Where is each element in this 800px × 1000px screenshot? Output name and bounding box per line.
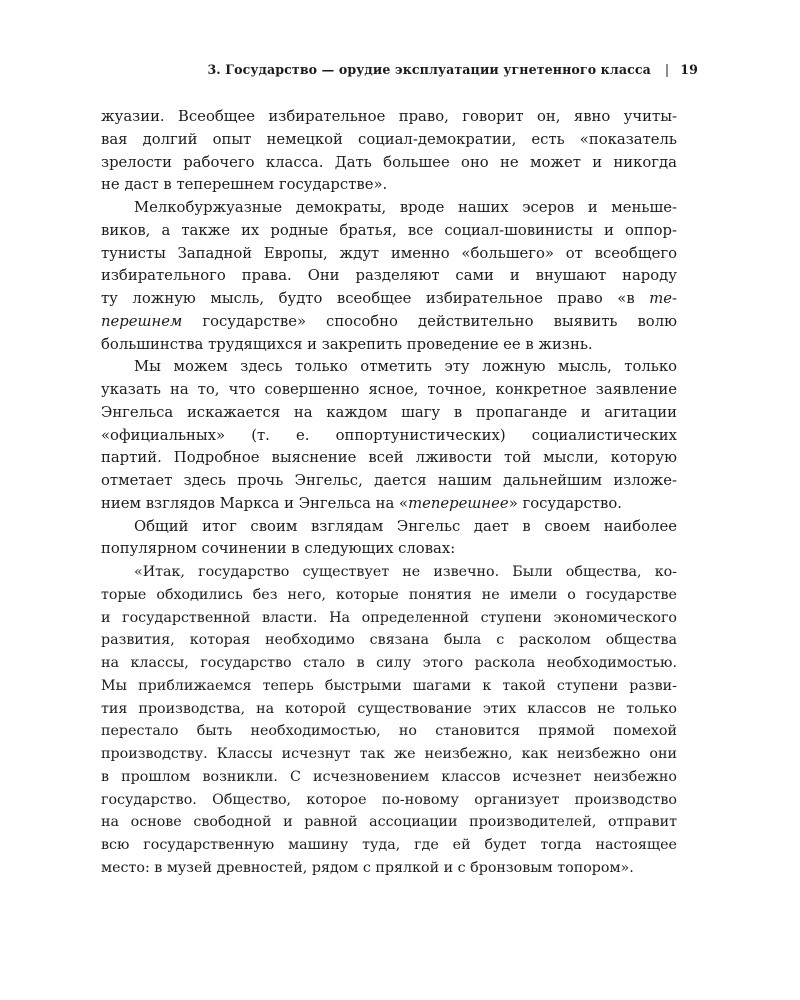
text-line: производству. Классы исчезнут так же неизбежно, как неизбежно они: [101, 746, 677, 762]
text-run: ту ложную мысль, будто всеобщее избирательное право «в: [101, 290, 650, 307]
paragraph-1: [101, 106, 677, 197]
chapter-title: 3. Государство — орудие эксплуатации угнетенного класса: [207, 62, 651, 77]
text-line: и государственной власти. На определенной ступени экономического: [101, 609, 677, 626]
text-line: избирательного права. Они разделяют сами и внушают народу: [101, 267, 677, 285]
text-run: государстве» способно действительно выявить волю: [182, 312, 677, 330]
text-line: большинства трудящихся и закрепить проведение ее в жизнь.: [101, 335, 593, 353]
text-line: государство. Общество, которое по-новому организует производство: [101, 791, 677, 808]
text-line: перестало быть необходимостью, но становится прямой помехой: [101, 723, 677, 740]
text-line: популярном сочинении в следующих словах:: [101, 540, 456, 558]
text-line: виков, а также их родные братья, все социал-шовинисты и оппор-: [101, 221, 677, 239]
text-line: отметает здесь прочь Энгельс, дается нашим дальнейшим изложе-: [101, 472, 677, 489]
text-line: Общий итог своим взглядам Энгельс дает в своем наиболее: [134, 517, 677, 535]
text-line: вая долгий опыт немецкой социал-демократии, есть «показатель: [101, 130, 677, 148]
text-line: [101, 311, 677, 334]
text-line: Энгельса искажается на каждом шагу в пропаганде и агитации: [101, 403, 677, 421]
text-line: Мы можем здесь только отметить эту ложную мысль, только: [134, 358, 677, 376]
text-line: «Итак, государство существует не извечно. Были общества, ко-: [134, 564, 677, 580]
text-line: партий. Подробное выяснение всей лживости той мысли, которую: [101, 449, 677, 467]
text-line: на классы, государство стало в силу этого раскола необходимостью.: [101, 655, 677, 671]
italic-run: те-: [649, 290, 677, 307]
text-line: в прошлом возникли. С исчезновением классов исчезнет неизбежно: [101, 768, 677, 785]
paragraph-3: [101, 356, 677, 515]
engels-quote: [101, 561, 677, 880]
paragraph-4: [101, 516, 677, 562]
text-line: тия производства, на которой существование этих классов не только: [101, 700, 677, 717]
paragraph-2: [101, 197, 677, 356]
text-line: торые обходились без него, которые понятия не имели о государстве: [101, 586, 677, 603]
text-line: на основе свободной и равной ассоциации производителей, отправит: [101, 814, 677, 831]
text-line: всю государственную машину туда, где ей будет тогда настоящее: [101, 837, 677, 853]
italic-run: теперешнее: [408, 494, 509, 512]
italic-run: перешнем: [101, 312, 183, 330]
text-line: [101, 288, 677, 311]
text-line: место: в музей древностей, рядом с прялкой и с бронзовым топором».: [101, 859, 634, 876]
running-header: [100, 62, 698, 77]
text-run: нием взглядов Маркса и Энгельса на «: [101, 494, 409, 512]
text-line: тунисты Западной Европы, ждут именно «большего» от всеобщего: [101, 244, 677, 262]
text-line: развития, которая необходимо связана была с расколом общества: [101, 632, 677, 649]
page-number: 19: [680, 62, 698, 77]
text-line: [101, 493, 677, 516]
text-line: Мелкобуржуазные демократы, вроде наших эсеров и меньше-: [134, 199, 677, 216]
text-line: Мы приближаемся теперь быстрыми шагами к такой ступени разви-: [101, 677, 677, 694]
text-line: не даст в теперешнем государстве».: [101, 176, 388, 194]
text-line: жуазии. Всеобщее избирательное право, говорит он, явно учиты-: [101, 108, 677, 125]
text-run: » государство.: [508, 494, 622, 512]
page-body: [101, 106, 677, 880]
header-separator: |: [664, 62, 670, 77]
text-line: указать на то, что совершенно ясное, точное, конкретное заявление: [101, 381, 677, 398]
text-line: зрелости рабочего класса. Дать большее оно не может и никогда: [101, 153, 677, 171]
text-line: «официальных» (т. е. оппортунистических) социалистических: [101, 426, 677, 444]
